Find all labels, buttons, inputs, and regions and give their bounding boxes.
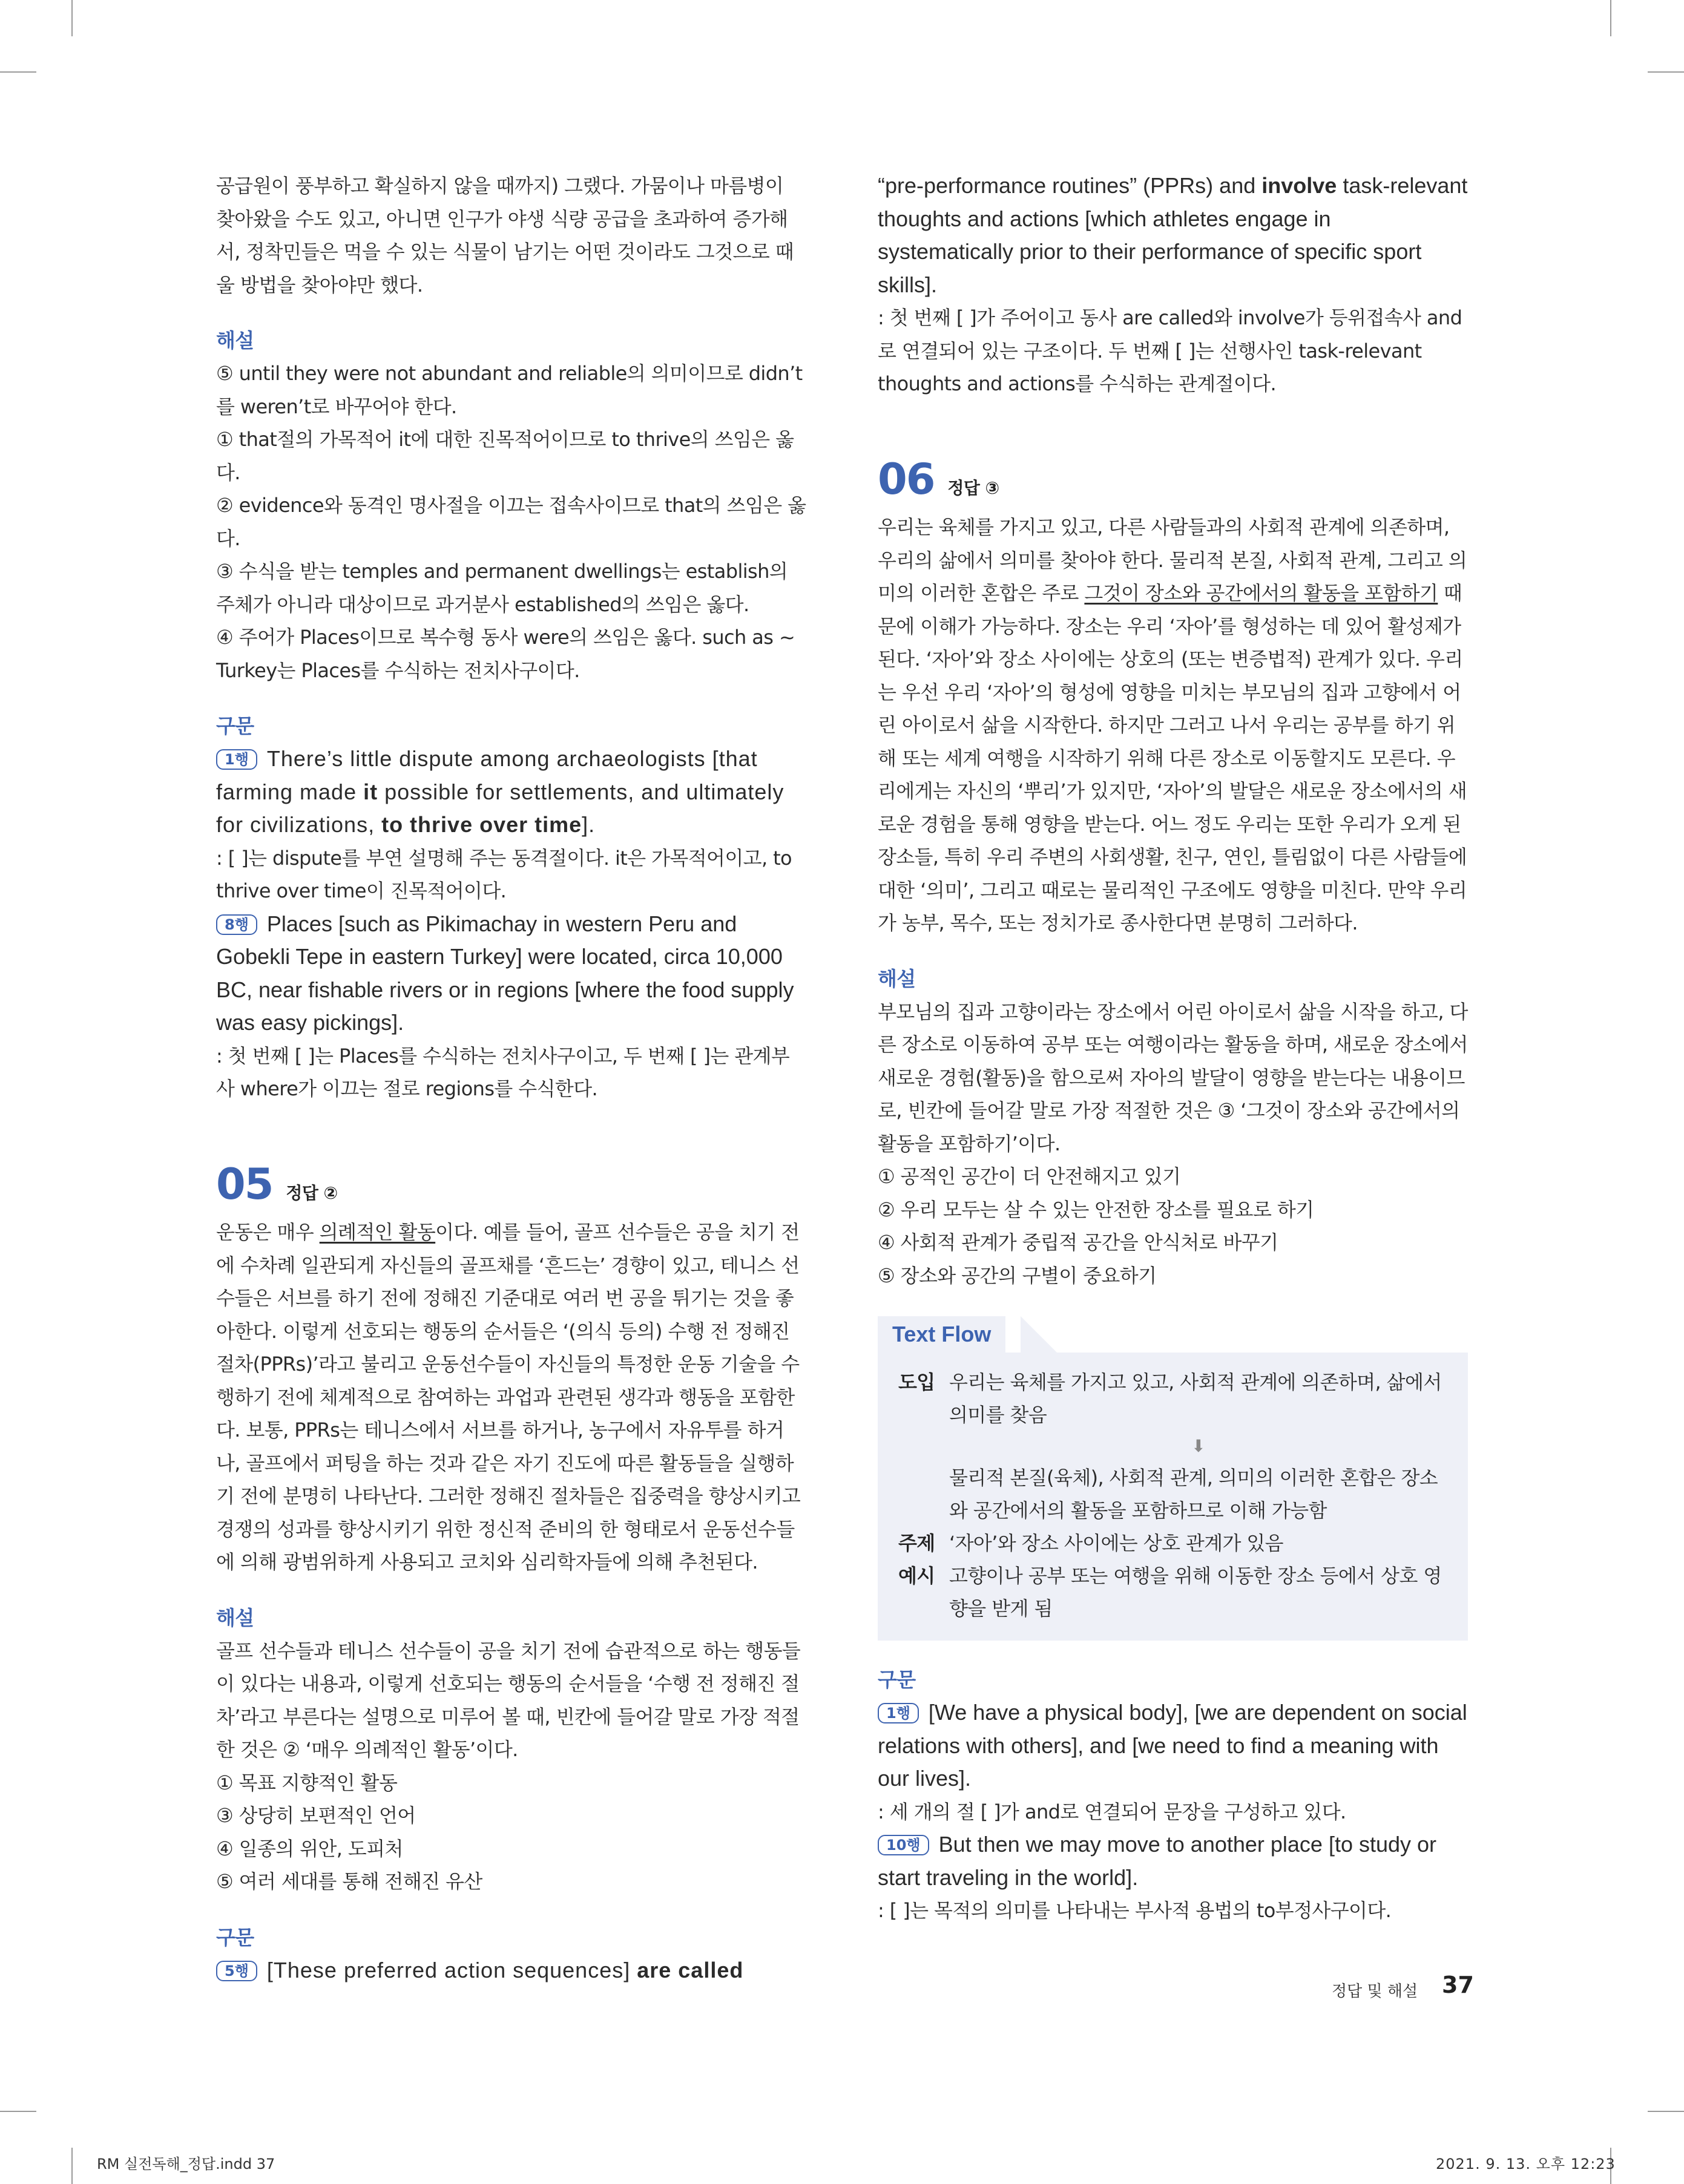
sentence-text: Places [such as Pikimachay in western Peru and Gobekli Tepe in eastern Turkey] were located, circa 10,000 BC, near fishable rivers or in regions [where the food supply was easy pickings]. bbox=[216, 911, 794, 1035]
text-flow-body bbox=[878, 1353, 1468, 1641]
translation-text: 우리는 육체를 가지고 있고, 다른 사람들과의 사회적 관계에 의존하며, 우리의 삶에서 의미를 찾아야 한다. 물리적 본질, 사회적 관계, 그리고 의미의 이러한 혼합은 주로 bbox=[878, 516, 1467, 605]
footer-section-label: 정답 및 해설 bbox=[1332, 1982, 1418, 2001]
explanation-line: ④ 주어가 Places이므로 복수형 동사 were의 쓰임은 옳다. such as ~ Turkey는 Places를 수식하는 전치사구이다. bbox=[216, 626, 795, 682]
crop-mark bbox=[1648, 71, 1684, 73]
flow-value: 고향이나 공부 또는 여행을 위해 이동한 장소 등에서 상호 영향을 받게 됨 bbox=[949, 1564, 1442, 1620]
question-number: 05 bbox=[216, 1159, 273, 1209]
sentence-text: “pre-performance routines” (PPRs) and bbox=[878, 173, 1262, 198]
explanation-line: ② evidence와 동격인 명사절을 이끄는 접속사이므로 that의 쓰임은 옳다. bbox=[216, 494, 806, 550]
option-line: ④ 사회적 관계가 중립적 공간을 안식처로 바꾸기 bbox=[878, 1231, 1278, 1254]
explanation-line: ① that절의 가목적어 it에 대한 진목적어이므로 to thrive의 쓰임은 옳다. bbox=[216, 428, 794, 484]
explanation-heading: 해설 bbox=[216, 1605, 254, 1630]
sentence-text: task-relevant thoughts and actions [which athletes engage in systematically prior to their performance of specific sport skills]. bbox=[878, 173, 1468, 297]
option-line: ④ 일종의 위안, 도피처 bbox=[216, 1837, 403, 1860]
explanation-line: ③ 수식을 받는 temples and permanent dwellings는 establish의 주체가 아니라 대상이므로 과거분사 established의 쓰임은 옳다. bbox=[216, 560, 788, 616]
explanation-heading: 해설 bbox=[216, 329, 254, 352]
line-tag: 1행 bbox=[878, 1703, 919, 1723]
explanation-paragraph: 골프 선수들과 테니스 선수들이 공을 치기 전에 습관적으로 하는 행동들이 있다는 내용과, 이렇게 선호되는 행동의 순서들을 ‘수행 전 정해진 절차’라고 부른다는 설명으로 미루어 볼 때, 빈칸에 들어갈 말로 가장 적절한 것은 ② ‘매우 의례적인 활동’이다. bbox=[216, 1639, 801, 1761]
option-line: ⑤ 여러 세대를 통해 전해진 유산 bbox=[216, 1870, 482, 1893]
syntax-note: : 세 개의 절 [ ]가 and로 연결되어 문장을 구성하고 있다. bbox=[878, 1800, 1346, 1823]
crop-mark bbox=[71, 0, 73, 36]
translation-paragraph bbox=[216, 1216, 806, 1579]
flow-key bbox=[898, 1461, 949, 1527]
flow-row bbox=[898, 1366, 1447, 1431]
sentence-text: [These preferred action sequences] bbox=[266, 1957, 637, 1982]
text-flow-box bbox=[878, 1316, 1468, 1641]
page-number: 37 bbox=[1442, 1972, 1474, 1998]
answer-label: 정답 ② bbox=[286, 1182, 338, 1203]
flow-row bbox=[898, 1559, 1447, 1625]
flow-value: ‘자아’와 장소 사이에는 상호 관계가 있음 bbox=[949, 1532, 1283, 1555]
explanation-line: ⑤ until they were not abundant and reliable의 의미이므로 didn’t를 weren’t로 바꾸어야 한다. bbox=[216, 362, 803, 418]
syntax-sentence bbox=[878, 1696, 1468, 1795]
flow-value: 우리는 육체를 가지고 있고, 사회적 관계에 의존하며, 삶에서 의미를 찾음 bbox=[949, 1371, 1442, 1426]
right-column bbox=[878, 169, 1468, 1927]
syntax-sentence bbox=[216, 908, 806, 1040]
answer-label: 정답 ③ bbox=[947, 477, 999, 498]
flow-row bbox=[898, 1461, 1447, 1527]
flow-key: 도입 bbox=[898, 1371, 935, 1394]
sentence-bold: involve bbox=[1261, 173, 1337, 198]
syntax-sentence-continued bbox=[878, 169, 1468, 301]
line-tag: 8행 bbox=[216, 914, 257, 935]
line-tag: 10행 bbox=[878, 1835, 929, 1855]
left-column bbox=[216, 169, 806, 1987]
option-line: ② 우리 모두는 살 수 있는 안전한 장소를 필요로 하기 bbox=[878, 1198, 1314, 1221]
syntax-note: : 첫 번째 [ ]가 주어이고 동사 are called와 involve가 등위접속사 and로 연결되어 있는 구조이다. 두 번째 [ ]는 선행사인 task-relevant thoughts and actions를 수식하는 관계절이다. bbox=[878, 306, 1462, 395]
option-line: ① 공적인 공간이 더 안전해지고 있기 bbox=[878, 1165, 1181, 1188]
sentence-text: ]. bbox=[582, 812, 596, 837]
sentence-text: [We have a physical body], [we are dependent on social relations with others], and [we need to find a meaning with our lives]. bbox=[878, 1700, 1467, 1791]
option-line: ③ 상당히 보편적인 언어 bbox=[216, 1804, 416, 1827]
answer-header bbox=[216, 1160, 806, 1210]
syntax-heading: 구문 bbox=[216, 1925, 254, 1949]
question-number: 06 bbox=[878, 454, 935, 504]
intro-paragraph: 공급원이 풍부하고 확실하지 않을 때까지) 그랬다. 가뭄이나 마름병이 찾아왔을 수도 있고, 아니면 인구가 야생 식량 공급을 초과하여 증가해서, 정착민들은 먹을 수 있는 식물이 남기는 어떤 것이라도 그것으로 때울 방법을 찾아야만 했다. bbox=[216, 174, 794, 297]
sentence-bold: are called bbox=[637, 1957, 744, 1982]
crop-mark bbox=[0, 2111, 36, 2112]
answer-header bbox=[878, 455, 1468, 505]
flow-key: 예시 bbox=[898, 1564, 935, 1587]
crop-mark bbox=[71, 2148, 73, 2184]
syntax-note: : [ ]는 목적의 의미를 나타내는 부사적 용법의 to부정사구이다. bbox=[878, 1899, 1392, 1922]
syntax-note: : [ ]는 dispute를 부연 설명해 주는 동격절이다. it은 가목적어이고, to thrive over time이 진목적어이다. bbox=[216, 846, 792, 902]
translation-paragraph bbox=[878, 511, 1468, 940]
down-arrow-icon: ⬇ bbox=[1191, 1436, 1205, 1456]
print-slug-file: RM 실전독해_정답.indd 37 bbox=[97, 2156, 275, 2173]
sentence-bold: to thrive over time bbox=[381, 812, 582, 837]
syntax-sentence bbox=[216, 1954, 806, 1987]
flow-value: 물리적 본질(육체), 사회적 관계, 의미의 이러한 혼합은 장소와 공간에서의 활동을 포함하므로 이해 가능함 bbox=[949, 1466, 1438, 1522]
flow-key: 주제 bbox=[898, 1532, 935, 1555]
syntax-note: : 첫 번째 [ ]는 Places를 수식하는 전치사구이고, 두 번째 [ ]는 관계부사 where가 이끄는 절로 regions를 수식한다. bbox=[216, 1044, 790, 1100]
line-tag: 5행 bbox=[216, 1961, 257, 1981]
text-flow-title: Text Flow bbox=[878, 1316, 1005, 1353]
explanation-heading: 해설 bbox=[878, 966, 916, 991]
syntax-sentence bbox=[216, 743, 806, 842]
option-line: ⑤ 장소와 공간의 구별이 중요하기 bbox=[878, 1264, 1157, 1287]
translation-text: 이다. 예를 들어, 골프 선수들은 공을 치기 전에 수차례 일관되게 자신들의 골프채를 ‘흔드는’ 경향이 있고, 테니스 선수들은 서브를 하기 전에 정해진 기준대로 여러 번 공을 튀기는 것을 좋아한다. 이렇게 선호되는 행동의 순서들은 ‘(의식 등의) 수행 전 정해진 절차(PPRs)’라고 불리고 운동선수들이 자신들의 특정한 운동 기술을 수행하기 전에 체계적으로 참여하는 과업과 관련된 생각과 행동을 포함한다. 보통, PPRs는 테니스에서 서브를 하거나, 농구에서 자유투를 하거나, 골프에서 퍼팅을 하는 것과 같은 자기 진도에 따른 활동들을 실행하기 전에 분명히 나타난다. 그러한 정해진 절차들은 집중력을 향상시키고 경쟁의 성과를 향상시키기 위한 정신적 준비의 한 형태로서 운동선수들에 의해 광범위하게 사용되고 코치와 심리학자들에 의해 추천된다. bbox=[216, 1221, 801, 1573]
line-tag: 1행 bbox=[216, 749, 257, 770]
crop-mark bbox=[0, 71, 36, 73]
sentence-text: There’s little dispute among archaeologists [that farming made bbox=[216, 746, 758, 804]
sentence-text: possible for settlements, and ultimately for civilizations, bbox=[216, 779, 784, 837]
sentence-bold: it bbox=[363, 779, 378, 804]
underlined-answer: 그것이 장소와 공간에서의 활동을 포함하기 bbox=[1084, 582, 1438, 605]
crop-mark bbox=[1610, 0, 1611, 36]
sentence-text: But then we may move to another place [to study or start traveling in the world]. bbox=[878, 1832, 1437, 1890]
explanation-paragraph: 부모님의 집과 고향이라는 장소에서 어린 아이로서 삶을 시작을 하고, 다른 장소로 이동하여 공부 또는 여행이라는 활동을 하며, 새로운 장소에서 새로운 경험(활동)을 함으로써 자아의 발달이 영향을 받는다는 내용이므로, 빈칸에 들어갈 말로 가장 적절한 것은 ③ ‘그것이 장소와 공간에서의 활동을 포함하기’이다. bbox=[878, 1000, 1468, 1155]
print-slug-date: 2021. 9. 13. 오후 12:23 bbox=[1436, 2156, 1616, 2173]
flow-row bbox=[898, 1527, 1447, 1559]
syntax-heading: 구문 bbox=[216, 714, 254, 738]
underlined-answer: 의례적인 활동 bbox=[319, 1221, 436, 1244]
syntax-heading: 구문 bbox=[878, 1668, 916, 1691]
translation-text: 때문에 이해가 가능하다. 장소는 우리 ‘자아’를 형성하는 데 있어 활성제가 된다. ‘자아’와 장소 사이에는 상호의 (또는 변증법적) 관계가 있다. 우리는 우선 우리 ‘자아’의 형성에 영향을 미치는 부모님의 집과 고향에서 어린 아이로서 삶을 시작한다. 하지만 그러고 나서 우리는 공부를 하기 위해 또는 세계 여행을 시작하기 위해 다른 장소로 이동할지도 모른다. 우리에게는 자신의 ‘뿌리’가 있지만, ‘자아’의 발달은 새로운 장소에서의 새로운 경험을 통해 영향을 받는다. 어느 정도 우리는 또한 우리가 오게 된 장소들, 특히 우리 주변의 사회생활, 친구, 연인, 틀림없이 다른 사람들에 대한 ‘의미’, 그리고 때로는 물리적인 구조에도 영향을 미친다. 만약 우리가 농부, 목수, 또는 정치가로 종사한다면 분명히 그러하다. bbox=[878, 582, 1467, 934]
option-line: ① 목표 지향적인 활동 bbox=[216, 1771, 398, 1794]
crop-mark bbox=[1648, 2111, 1684, 2112]
text-flow-tab-edge bbox=[1021, 1316, 1057, 1353]
translation-text: 운동은 매우 bbox=[216, 1221, 320, 1244]
syntax-sentence bbox=[878, 1828, 1468, 1894]
text-flow-tab bbox=[878, 1316, 1468, 1353]
